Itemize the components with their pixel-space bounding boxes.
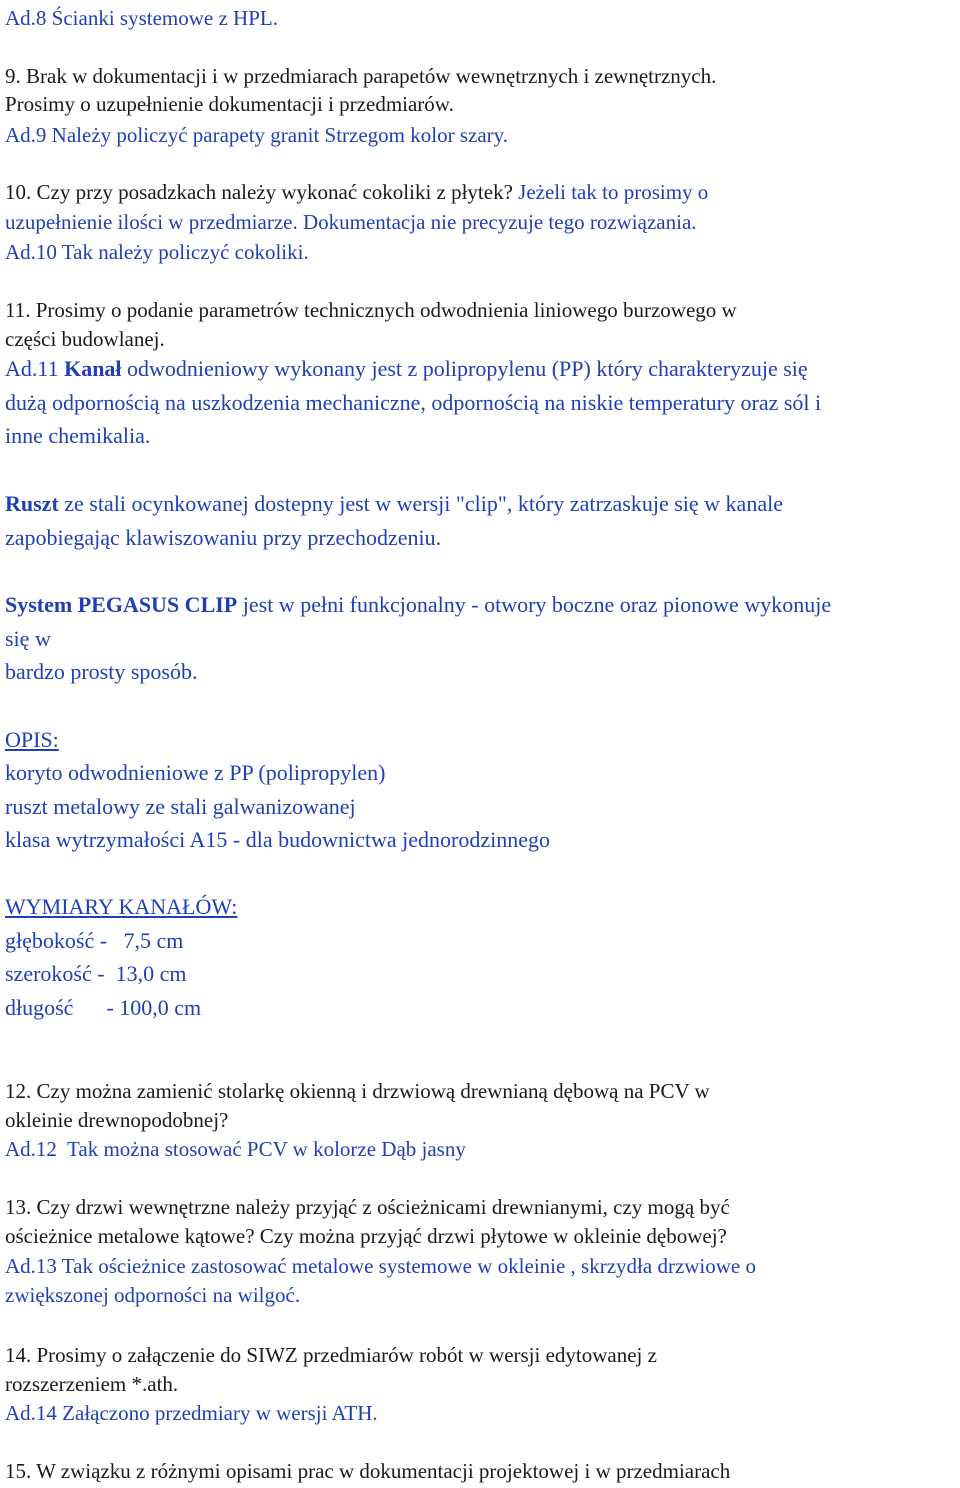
wymiary-width: szerokość - 13,0 cm (5, 961, 187, 986)
system-line3: bardzo prosty sposób. (5, 659, 198, 684)
question-10-line1 (5, 178, 708, 207)
question-9-line2: Prosimy o uzupełnienie dokumentacji i przedmiarów. (5, 92, 454, 116)
opis-heading: OPIS: (5, 727, 59, 752)
answer-ad11-prefix: Ad.11 (5, 356, 65, 381)
ruszt-line1 (5, 487, 783, 521)
answer-ad12: Ad.12 Tak można stosować PCV w kolorze Dąb jasny (5, 1137, 466, 1161)
question-10-part2: Jeżeli tak to prosimy o (512, 180, 709, 204)
system-text: jest w pełni funkcjonalny - otwory boczne oraz pionowe wykonuje (237, 592, 832, 617)
ruszt-line2: zapobiegając klawiszowaniu przy przechodzeniu. (5, 525, 442, 550)
answer-ad8: Ad.8 Ścianki systemowe z HPL. (5, 6, 278, 30)
opis-item-3: klasa wytrzymałości A15 - dla budownictwa jednorodzinnego (5, 827, 550, 852)
question-12-line2: okleinie drewnopodobnej? (5, 1108, 229, 1132)
answer-ad11-line3: inne chemikalia. (5, 423, 151, 448)
answer-ad11-line1 (5, 352, 808, 386)
question-15-line1: 15. W związku z różnymi opisami prac w dokumentacji projektowej i w przedmiarach (5, 1459, 731, 1483)
question-13-line2: ościeżnice metalowe kątowe? Czy można przyjąć drzwi płytowe w okleinie dębowej? (5, 1224, 727, 1248)
wymiary-depth: głębokość - 7,5 cm (5, 928, 184, 953)
question-11-line1: 11. Prosimy o podanie parametrów technicznych odwodnienia liniowego burzowego w (5, 298, 737, 322)
ruszt-bold: Ruszt (5, 491, 59, 516)
question-11-line2: części budowlanej. (5, 327, 165, 351)
answer-ad13-line2: zwiększonej odporności na wilgoć. (5, 1283, 301, 1307)
ruszt-text: ze stali ocynkowanej dostepny jest w wersji "clip", który zatrzaskuje się w kanale (58, 491, 783, 516)
answer-ad13-line1: Ad.13 Tak ościeżnice zastosować metalowe systemowe w okleinie , skrzydła drzwiowe o (5, 1254, 756, 1278)
question-14-line1: 14. Prosimy o załączenie do SIWZ przedmiarów robót w wersji edytowanej z (5, 1343, 657, 1367)
answer-ad14: Ad.14 Załączono przedmiary w wersji ATH. (5, 1401, 378, 1425)
question-9-line1: 9. Brak w dokumentacji i w przedmiarach parapetów wewnętrznych i zewnętrznych. (5, 64, 717, 88)
opis-item-1: koryto odwodnieniowe z PP (polipropylen) (5, 760, 386, 785)
system-line2: się w (5, 626, 51, 651)
question-12-line1: 12. Czy można zamienić stolarkę okienną i drzwiową drewnianą dębową na PCV w (5, 1079, 710, 1103)
system-bold: System PEGASUS CLIP (5, 592, 238, 617)
question-10-part1: 10. Czy przy posadzkach należy wykonać cokoliki z płytek? (5, 180, 513, 204)
answer-ad10: Ad.10 Tak należy policzyć cokoliki. (5, 240, 309, 264)
opis-item-2: ruszt metalowy ze stali galwanizowanej (5, 794, 356, 819)
wymiary-length: długość - 100,0 cm (5, 995, 202, 1020)
wymiary-heading: WYMIARY KANAŁÓW: (5, 894, 238, 919)
answer-ad9: Ad.9 Należy policzyć parapety granit Strzegom kolor szary. (5, 123, 509, 147)
system-line1 (5, 588, 831, 622)
question-10-line2: uzupełnienie ilości w przedmiarze. Dokumentacja nie precyzuje tego rozwiązania. (5, 210, 697, 234)
answer-ad11-text: odwodnieniowy wykonany jest z polipropylenu (PP) który charakteryzuje się (121, 356, 808, 381)
question-13-line1: 13. Czy drzwi wewnętrzne należy przyjąć z ościeżnicami drewnianymi, czy mogą być (5, 1195, 730, 1219)
answer-ad11-line2: dużą odpornością na uszkodzenia mechaniczne, odpornością na niskie temperatury oraz sól i (5, 390, 822, 415)
question-14-line2: rozszerzeniem *.ath. (5, 1372, 179, 1396)
answer-ad11-bold: Kanał (64, 356, 122, 381)
